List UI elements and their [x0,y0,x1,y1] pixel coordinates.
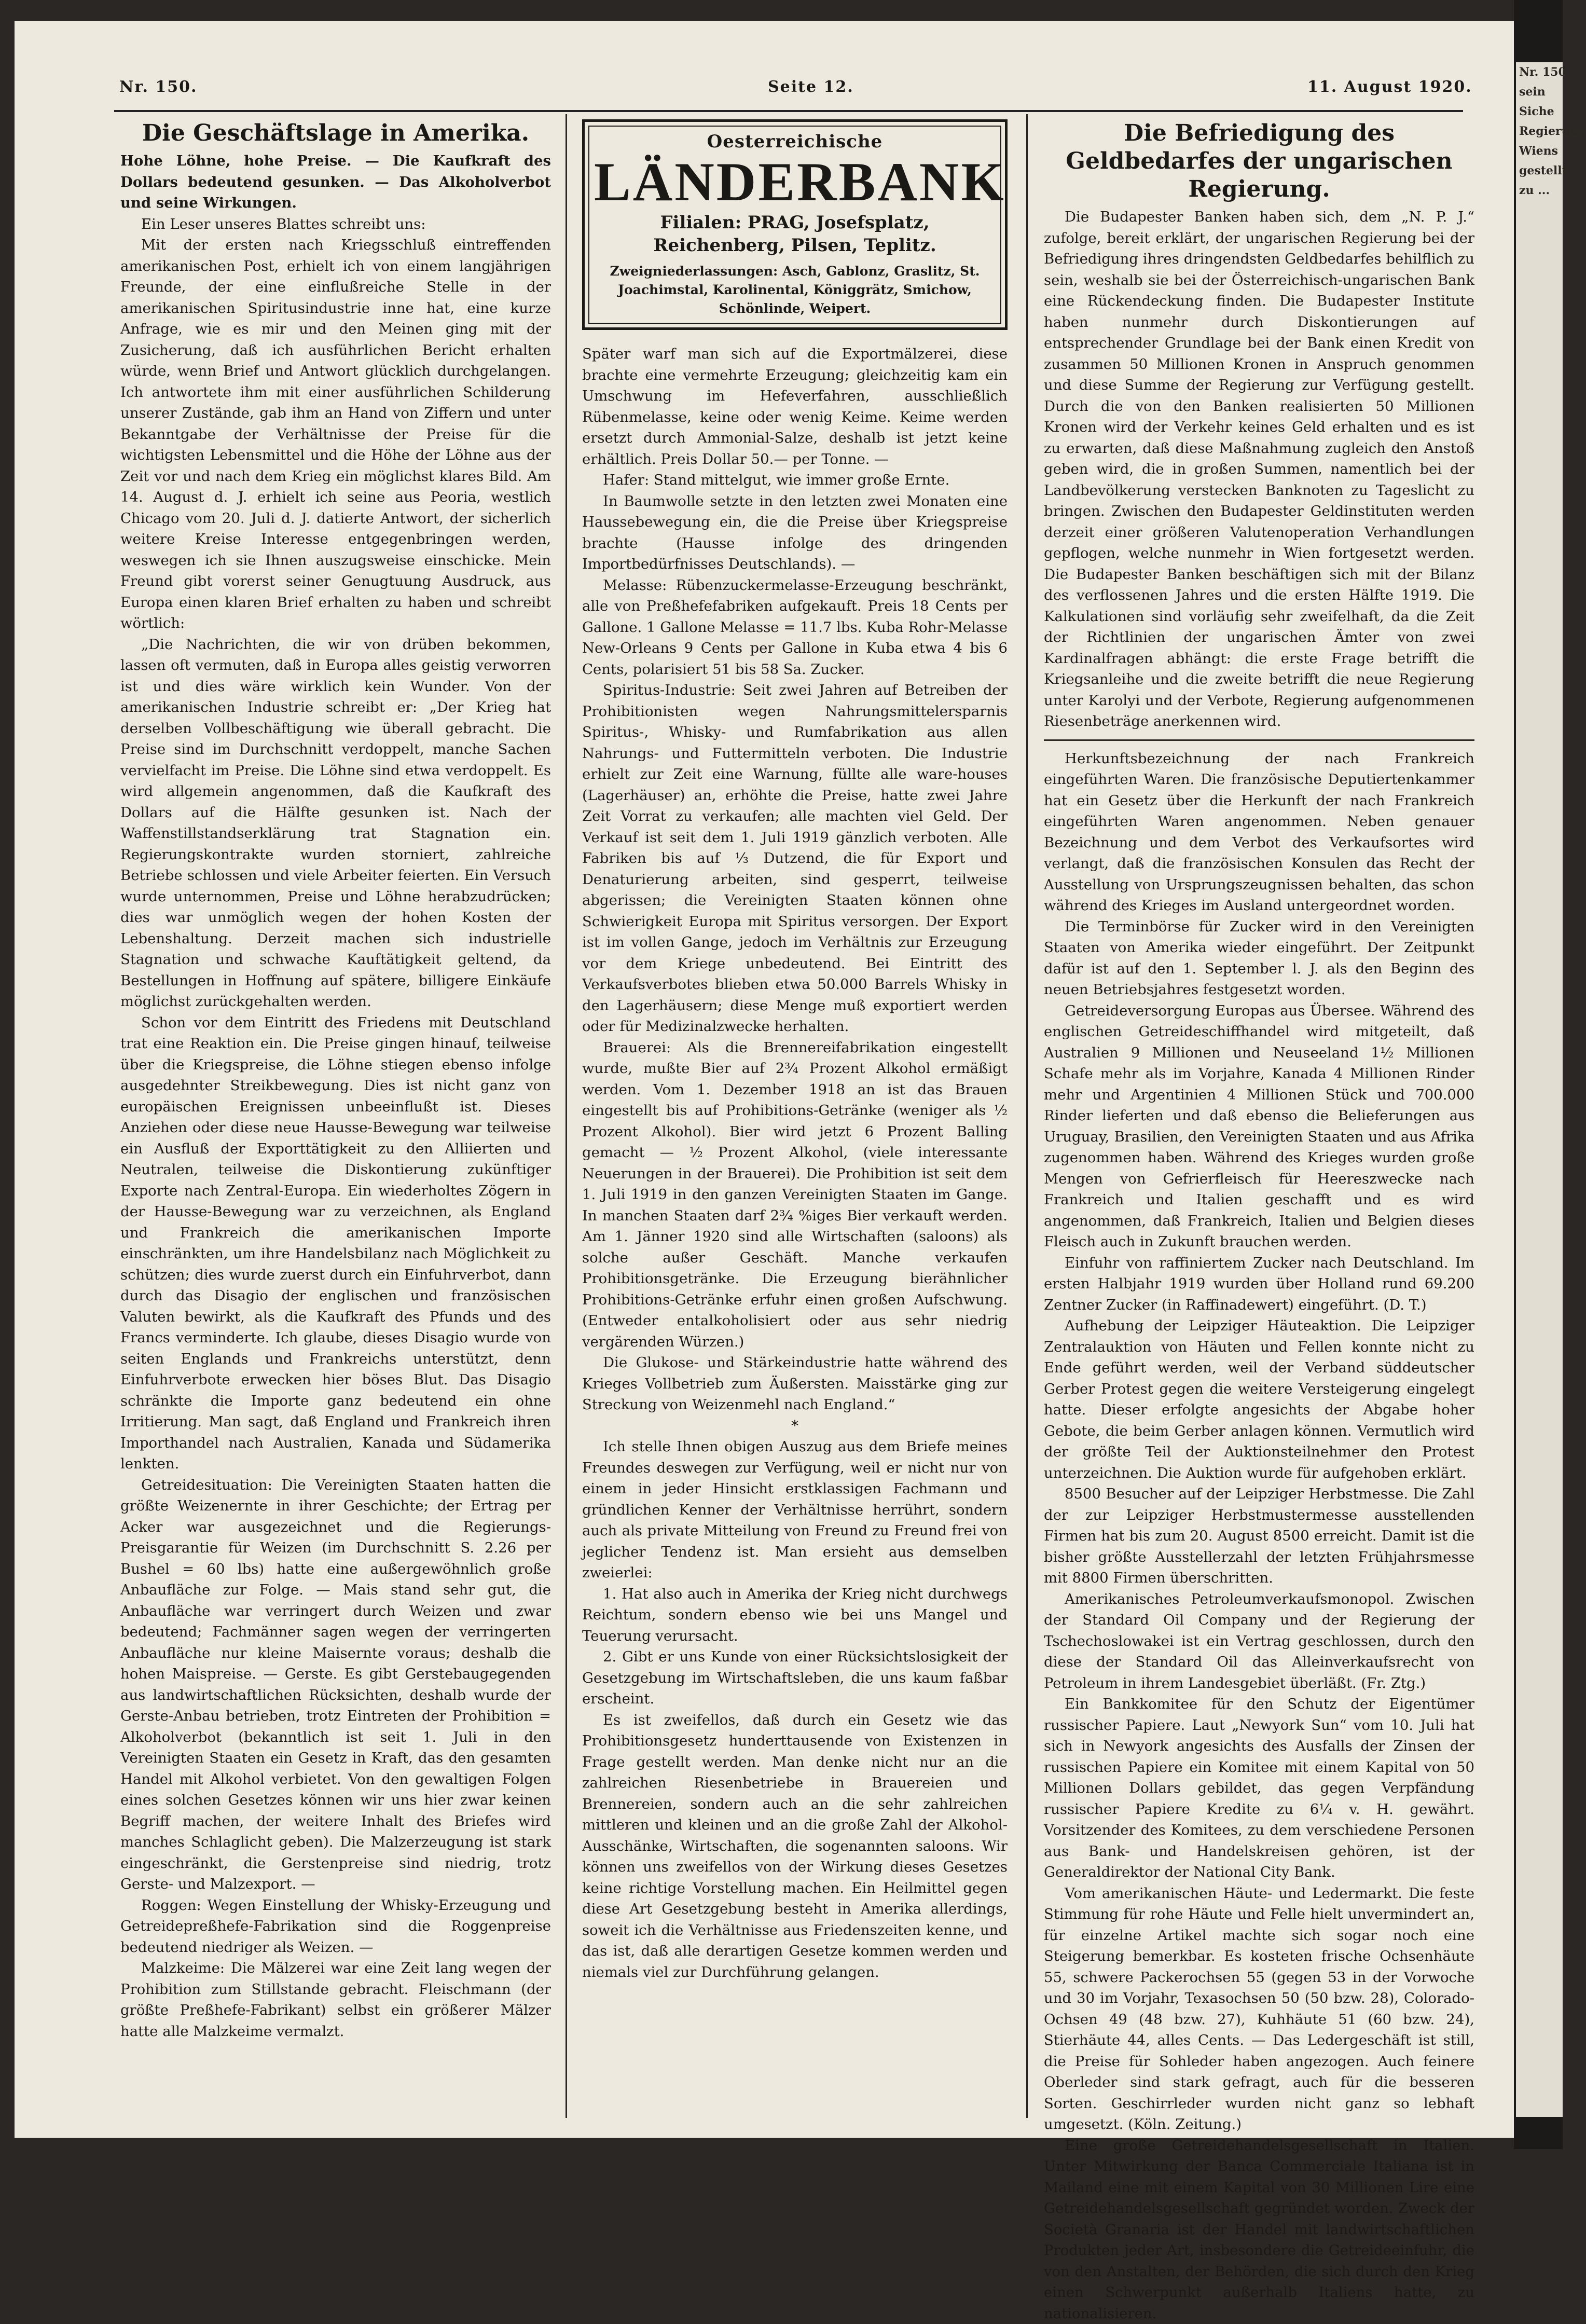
ad-bank-name: LÄNDERBANK [594,153,996,211]
news-note: Vom amerikanischen Häute- und Ledermarkt. Die feste Stimmung für rohe Häute und Felle hielt unvermindert an, für einzelne Artikel machte sich sogar noch eine Steigerung bemerkbar. Es kosteten frische Ochsenhäute 55, schwere Packerochsen 55 (gegen 53 in der Vorwoche und 30 im Vorjahr, Texasochsen 50 (50 bzw. 28), Colorado-Ochsen 49 (48 bzw. 27), Kuhhäute 51 (60 bzw. 24), Stierhäute 44, alles Cents. — Das Ledergeschäft ist still, die Preise für Sohleder haben angezogen. Auch feinere Oberleder sind stark gefragt, auch für die besseren Sorten. Geschirrleder wurden nicht ganz so lebhaft umgesetzt. (Köln. Zeitung.) [1044,1883,1474,2135]
paragraph: Es ist zweifellos, daß durch ein Gesetz wie das Prohibitionsgesetz hunderttausende von Existenzen in Frage gestellt werden. Man denke nicht nur an die zahlreichen Riesenbetriebe in Brauereien und Brennereien, sondern auch an die sehr zahlreichen mittleren und kleinen und an die große Zahl der Alkohol-Ausschänke, Wirtschaften, die sogenannten saloons. Wir können uns zweifellos von der Wirkung dieses Gesetzes keine richtige Vorstellung machen. Ein Heilmittel gegen diese Art Gesetzgebung besteht in Amerika allerdings, soweit ich die Verhältnisse aus Friedenszeiten kenne, und das ist, daß alle derartigen Gesetze kommen werden und niemals viel zur Durchführung gelangen. [582,1710,1008,1983]
bank-advertisement [582,119,1008,330]
adjacent-page-strip [1516,62,1563,2117]
adjacent-fragment: gestellt [1516,161,1563,181]
paragraph: Ich stelle Ihnen obigen Auszug aus dem Briefe meines Freundes deswegen zur Verfügung, weil er nicht nur von einem in jeder Hinsicht erstklassigen Fachmann und gründlichen Kenner der Verhältnisse herrührt, sondern auch als private Mitteilung von Freund zu Freund frei von jeglicher Tendenz ist. Man ersieht aus demselben zweierlei: [582,1436,1008,1584]
paragraph: Getreidesituation: Die Vereinigten Staaten hatten die größte Weizenernte in ihrer Geschichte; der Ertrag per Acker war ausgezeichnet und die Regierungs-Preisgarantie für Weizen (im Durchschnitt S. 2.26 per Bushel = 60 lbs) hatte eine außergewöhnlich große Anbaufläche zur Folge. — Mais stand sehr gut, die Anbaufläche war verringert durch Weizen und zwar bedeutend; Fachmänner sagen wegen der verringerten Anbaufläche nur kleine Maisernte voraus; deshalb die hohen Maispreise. — Gerste. Es gibt Gerstebaugegenden aus landwirtschaftlichen Rücksichten, deshalb wurde der Gerste-Anbau betrieben, trotz Eintreten der Prohibition = Alkoholverbot (bekanntlich ist seit 1. Juli in den Vereinigten Staaten ein Gesetz in Kraft, das den gesamten Handel mit Alkohol verbietet. Von den gewaltigen Folgen eines solchen Gesetzes können wir uns hier zwar keinen Begriff machen, der weitere Inhalt des Briefes wird manches Schlaglicht geben). Die Malzerzeugung ist stark eingeschränkt, die Gerstenpreise sind niedrig, trotz Gerste- und Malzexport. — [120,1475,551,1895]
issue-number: Nr. 150. [119,78,197,96]
paragraph: Brauerei: Als die Brennereifabrikation eingestellt wurde, mußte Bier auf 2¾ Prozent Alkohol ermäßigt werden. Vom 1. Dezember 1918 an ist das Brauen eingestellt bis auf Prohibitions-Getränke (weniger als ½ Prozent Alkohol). Bier wird jetzt 6 Prozent Balling gemacht — ½ Prozent Alkohol, (viele interessante Neuerungen in der Brauerei). Die Prohibition ist seit dem 1. Juli 1919 in den ganzen Vereinigten Staaten im Gange. In manchen Staaten darf 2¾ %iges Bier verkauft werden. Am 1. Jänner 1920 sind alle Wirtschaften (saloons) als solche außer Geschäft. Manche verkaufen Prohibitionsgetränke. Die Erzeugung bierähnlicher Prohibitions-Getränke erfuhr einen großen Aufschwung. (Entweder entalkoholisiert oder aus sehr niedrig vergärenden Würzen.) [582,1037,1008,1353]
news-note: Amerikanisches Petroleumverkaufsmonopol. Zwischen der Standard Oil Company und der Regierung der Tschechoslowakei ist ein Vertrag geschlossen, durch den diese der Standard Oil das Alleinverkaufsrecht von Petroleum in ihrem Landesgebiet überläßt. (Fr. Ztg.) [1044,1589,1474,1694]
section-separator: * [582,1415,1008,1437]
ad-line: Oesterreichische [594,130,996,153]
adjacent-fragment: zu ... [1516,181,1563,200]
paragraph: „Die Nachrichten, die wir von drüben bekommen, lassen oft vermuten, daß in Europa alles geistig verworren ist und dies wäre wirklich kein Wunder. Von der amerikanischen Industrie schreibt er: „Der Krieg hat derselben Vollbeschäftigung wie überall gebracht. Die Preise sind im Durchschnitt verdoppelt, manche Sachen vervielfacht im Preise. Die Löhne sind etwa verdoppelt. Es wird allgemein angenommen, daß die Kaufkraft des Dollars auf die Hälfte gesunken ist. Nach der Waffenstillstandserklärung trat Stagnation ein. Regierungskontrakte wurden storniert, zahlreiche Betriebe schlossen und viele Arbeiter feierten. Ein Versuch wurde unternommen, Preise und Löhne herabzudrücken; dies war unmöglich wegen der hohen Kosten der Lebenshaltung. Derzeit machen sich industrielle Stagnation und schwache Kauftätigkeit geltend, da Bestellungen in Hoffnung auf spätere, billigere Einkäufe möglichst zurückgehalten werden. [120,634,551,1012]
paragraph: Die Glukose- und Stärkeindustrie hatte während des Krieges Vollbetrieb zum Äußersten. Maisstärke ging zur Streckung von Weizenmehl nach England.“ [582,1352,1008,1415]
news-note: Eine große Getreidehandelsgesellschaft in Italien. Unter Mitwirkung der Banca Commerciale Italiana ist in Mailand eine mit einem Kapital von 30 Millionen Lire eine Getreidehandelsgesellschaft gegründet worden. Zweck der Società Granaria ist der Handel mit landwirtschaftlichen Produkten jeder Art, insbesondere die Getreideeinfuhr, die von den Anstalten, der Behörden, die sich durch den Krieg einen Schwerpunkt außerhalb Italiens hatte, zu nationalisieren. [1044,2135,1474,2324]
paragraph: Malzkeime: Die Mälzerei war eine Zeit lang wegen der Prohibition zum Stillstande gebracht. Fleischmann (der größte Preßhefe-Fabrikant) selbst ein größerer Mälzer hatte alle Malzkeime vermalzt. [120,1958,551,2042]
section-rule [1044,739,1474,741]
article-subtitle: Hohe Löhne, hohe Preise. — Die Kaufkraft des Dollars bedeutend gesunken. — Das Alkoholverbot und seine Wirkungen. [120,150,551,214]
article-title: Die Befriedigung des Geldbedarfes der ungarischen Regierung. [1044,119,1474,203]
paragraph: 1. Hat also auch in Amerika der Krieg nicht durchwegs Reichtum, sondern ebenso wie bei uns Mangel und Teuerung verursacht. [582,1584,1008,1647]
ad-branches: Zweigniederlassungen: Asch, Gablonz, Graslitz, St. Joachimstal, Karolinental, Königgrätz, Smichow, Schönlinde, Weipert. [594,262,996,318]
paragraph: Spiritus-Industrie: Seit zwei Jahren auf Betreiben der Prohibitionisten wegen Nahrungsmittelersparnis Spiritus-, Whisky- und Rumfabrikation aus allen Nahrungs- und Futtermitteln verboten. Die Industrie erhielt zur Zeit eine Warnung, füllte alle ware-houses (Lagerhäuser) an, erhöhte die Preise, hatte zwei Jahre Zeit Vorrat zu verkaufen; alle machten viel Geld. Der Verkauf ist seit dem 1. Juli 1919 gänzlich verboten. Alle Fabriken bis auf ⅓ Dutzend, die für Export und Denaturierung arbeiten, sind gesperrt, teilweise abgerissen; die Vereinigten Staaten können ohne Schwierigkeit Europa mit Spiritus versorgen. Der Export ist im vollen Gange, jedoch im Verhältnis zur Erzeugung vor dem Kriege unbedeutend. Bei Eintritt des Verkaufsverbotes blieben etwa 50.000 Barrels Whisky in den Lagerhäusern; diese Menge muß exportiert werden oder für Medizinalzwecke herhalten. [582,680,1008,1037]
header-rule [114,110,1463,112]
paragraph: Melasse: Rübenzuckermelasse-Erzeugung beschränkt, alle von Preßhefefabriken aufgekauft. Preis 18 Cents per Gallone. 1 Gallone Melasse = 11.7 lbs. Kuba Rohr-Melasse New-Orleans 9 Cents per Gallone in Kuba etwa 4 bis 6 Cents, polarisiert 51 bis 58 Sa. Zucker. [582,575,1008,680]
paragraph: 2. Gibt er uns Kunde von einer Rücksichtslosigkeit der Gesetzgebung im Wirtschaftsleben, die uns kaum faßbar erscheint. [582,1646,1008,1710]
adjacent-fragment: sein [1516,82,1563,102]
paragraph: Hafer: Stand mittelgut, wie immer große Ernte. [582,470,1008,491]
adjacent-fragment: Nr. 150 [1516,62,1563,82]
news-note: Getreideversorgung Europas aus Übersee. Während des englischen Getreideschiffhandel wird mitgeteilt, daß Australien 9 Millionen und Neuseeland 1½ Millionen Schafe mehr als im Vorjahre, Kanada 4 Millionen Rinder mehr und Argentinien 4 Millionen Stück und 700.000 Rinder lieferten und daß ebenso die Belieferungen aus Uruguay, Brasilien, den Vereinigten Staaten und aus Afrika zugenommen haben. Während des Krieges wurden große Mengen von Gefrierfleisch für Heereszwecke nach Frankreich und Italien geschafft und es wird angenommen, daß Frankreich, Italien und Belgien dieses Fleisch auch in Zukunft brauchen werden. [1044,1000,1474,1253]
adjacent-fragment: Regierung [1516,121,1563,141]
article-title: Die Geschäftslage in Amerika. [120,119,551,147]
news-note: Aufhebung der Leipziger Häuteaktion. Die Leipziger Zentralauktion von Häuten und Fellen konnte nicht zu Ende geführt werden, weil der Verband süddeutscher Gerber Protest gegen die weitere Versteigerung eingelegt hatte. Dieser erfolgte angesichts der Abgabe hoher Gebote, die beim Gerber anlagen können. Vermutlich wird der größte Teil der Auktionsteilnehmer den Protest unterzeichnen. Die Auktion wurde für aufgehoben erklärt. [1044,1315,1474,1483]
ad-line: Filialen: PRAG, Josefsplatz, [594,211,996,234]
issue-date: 11. August 1920. [1307,78,1472,96]
paragraph: Roggen: Wegen Einstellung der Whisky-Erzeugung und Getreidepreßhefe-Fabrikation sind die Roggenpreise bedeutend niedriger als Weizen. — [120,1895,551,1958]
paragraph: In Baumwolle setzte in den letzten zwei Monaten eine Haussebewegung ein, die die Preise über Kriegspreise brachte (Hausse infolge des dringenden Importbedürfnisses Deutschlands). — [582,491,1008,575]
adjacent-fragment: Siche [1516,102,1563,121]
paragraph: Mit der ersten nach Kriegsschluß eintreffenden amerikanischen Post, erhielt ich von einem langjährigen Freunde, der eine einflußreiche Stelle in der amerikanischen Spiritusindustrie inne hat, eine kurze Anfrage, wie es mir und den Meinen ging mit der Zusicherung, daß ich ausführlichen Bericht erhalten würde, wenn Brief und Antwort glücklich durchgelangen. Ich antwortete ihm mit einer ausführlichen Schilderung unserer Zustände, gab ihm an Hand von Ziffern und unter Bekanntgabe der Verhältnisse der Preise für die wichtigsten Lebensmittel und die Höhe der Löhne aus der Zeit vor und nach dem Krieg ein möglichst klares Bild. Am 14. August d. J. erhielt ich seine aus Peoria, westlich Chicago vom 20. Juli d. J. datierte Antwort, der sicherlich weitere Kreise Interesse entgegenbringen werden, weswegen ich sie Ihnen auszugsweise einschicke. Mein Freund gibt vorerst seiner Genugtuung Ausdruck, aus Europa einen klaren Brief erhalten zu haben und schreibt wörtlich: [120,235,551,634]
page-number: Seite 12. [768,78,854,96]
column-divider [566,114,567,2118]
news-note: Einfuhr von raffiniertem Zucker nach Deutschland. Im ersten Halbjahr 1919 wurden über Holland rund 69.200 Zentner Zucker (in Raffinadewert) eingeführt. (D. T.) [1044,1253,1474,1316]
news-note: 8500 Besucher auf der Leipziger Herbstmesse. Die Zahl der zur Leipziger Herbstmustermesse ausstellenden Firmen hat bis zum 20. August 8500 erreicht. Damit ist die bisher größte Ausstellerzahl der letzten Frühjahrsmesse mit 8800 Firmen überschritten. [1044,1483,1474,1589]
column-2 [582,119,1008,2118]
column-3 [1044,119,1474,2118]
paragraph: Schon vor dem Eintritt des Friedens mit Deutschland trat eine Reaktion ein. Die Preise gingen hinauf, teilweise über die Kriegspreise, die Löhne stiegen ebenso infolge ausgedehnter Streikbewegung. Dies ist nicht ganz von europäischen Ereignissen unbeeinflußt ist. Dieses Anziehen oder diese neue Hausse-Bewegung war teilweise ein Ausfluß der Exporttätigkeit zu den Alliierten und Neutralen, teilweise die Diskontierung zukünftiger Exporte nach Zentral-Europa. Ein wiederholtes Zögern in der Hausse-Bewegung war zu verzeichnen, als England und Frankreich die amerikanischen Importe einschränkten, um ihre Handelsbilanz nach Möglichkeit zu schützen; dies wurde zuerst durch ein Einfuhrverbot, dann durch das Disagio der englischen und französischen Valuten bewirkt, als die Kaufkraft des Pfunds und des Francs verminderte. Ich glaube, dieses Disagio wurde von seiten Englands und Frankreichs unterstützt, denn Einfuhrverbote erwecken hier böses Blut. Das Disagio schränkte die Importe ganz bedeutend ein ohne Irritierung. Man sagt, daß England und Frankreich ihren Importhandel nach Australien, Kanada und Südamerika lenkten. [120,1012,551,1475]
paragraph: Später warf man sich auf die Exportmälzerei, diese brachte eine vermehrte Erzeugung; gleichzeitig kam ein Umschwung im Hefeverfahren, ausschließlich Rübenmelasse, keine oder wenig Keime. Keime werden ersetzt durch Ammonial-Salze, deshalb ist jetzt keine erhältlich. Preis Dollar 50.— per Tonne. — [582,343,1008,470]
news-note: Die Terminbörse für Zucker wird in den Vereinigten Staaten von Amerika wieder eingeführt. Der Zeitpunkt dafür ist auf den 1. September l. J. als den Beginn des neuen Betriebsjahres festgesetzt worden. [1044,916,1474,1000]
paragraph: Die Budapester Banken haben sich, dem „N. P. J.“ zufolge, bereit erklärt, der ungarischen Regierung bei der Befriedigung ihres dringendsten Geldbedarfes behilflich zu sein, weshalb sie bei der Österreichisch-ungarischen Bank eine Rückendeckung finden. Die Budapester Institute haben nunmehr durch Diskontierungen auf entsprechender Grundlage bei der Bank einen Kredit von zusammen 50 Millionen Kronen in Anspruch genommen und diese Summe der Regierung zur Verfügung gestellt. Durch die von den Banken realisierten 50 Millionen Kronen wird der Verkehr keines Geld erhalten und es ist zu erwarten, daß diese Maßnahmung zugleich den Anstoß geben wird, die in großen Summen, namentlich bei der Landbevölkerung verstecken Banknoten zu Tageslicht zu bringen. Zwischen den Budapester Geldinstituten werden derzeit einer größeren Valutenoperation Verhandlungen gepflogen, welche nunmehr in Wien fortgesetzt werden. Die Budapester Banken beschäftigen sich mit der Bilanz des verflossenen Jahres und die ersten Hälfte 1919. Die Kalkulationen sind vorläufig sehr zweifelhaft, da die Zeit der Richtlinien der ungarischen Ämter von zwei Kardinalfragen abhängt: die erste Frage betrifft die Kriegsanleihe und die zweite betrifft die neue Regierung unter Karolyi und der Verbote, Regierung aufgenommenen Riesenbeträge anerkennen wird. [1044,207,1474,732]
paragraph: Ein Leser unseres Blattes schreibt uns: [120,214,551,235]
column-divider [1026,114,1028,2118]
news-note: Herkunftsbezeichnung der nach Frankreich eingeführten Waren. Die französische Deputiertenkammer hat ein Gesetz über die Herkunft der nach Frankreich eingeführten Waren angenommen. Neben genauer Bezeichnung und dem Verbot des Verkaufsortes wird verlangt, daß die französischen Konsulen das Recht der Ausstellung von Ursprungszeugnissen behalten, das schon während des Krieges im Ausland untergeordnet worden. [1044,748,1474,916]
column-1 [120,119,551,2118]
adjacent-fragment: Wiens [1516,141,1563,161]
ad-line: Reichenberg, Pilsen, Teplitz. [594,234,996,257]
news-note: Ein Bankkomitee für den Schutz der Eigentümer russischer Papiere. Laut „Newyork Sun“ vom 10. Juli hat sich in Newyork angesichts des Ausfalls der Zinsen der russischen Papiere ein Komitee mit einem Kapital von 50 Millionen Dollars gebildet, das gegen Verpfändung russischer Papiere Kredite zu 6¼ v. H. gewährt. Vorsitzender des Komitees, zu dem verschiedene Personen aus Bank- und Handelskreisen gehören, ist der Generaldirektor der National City Bank. [1044,1694,1474,1883]
